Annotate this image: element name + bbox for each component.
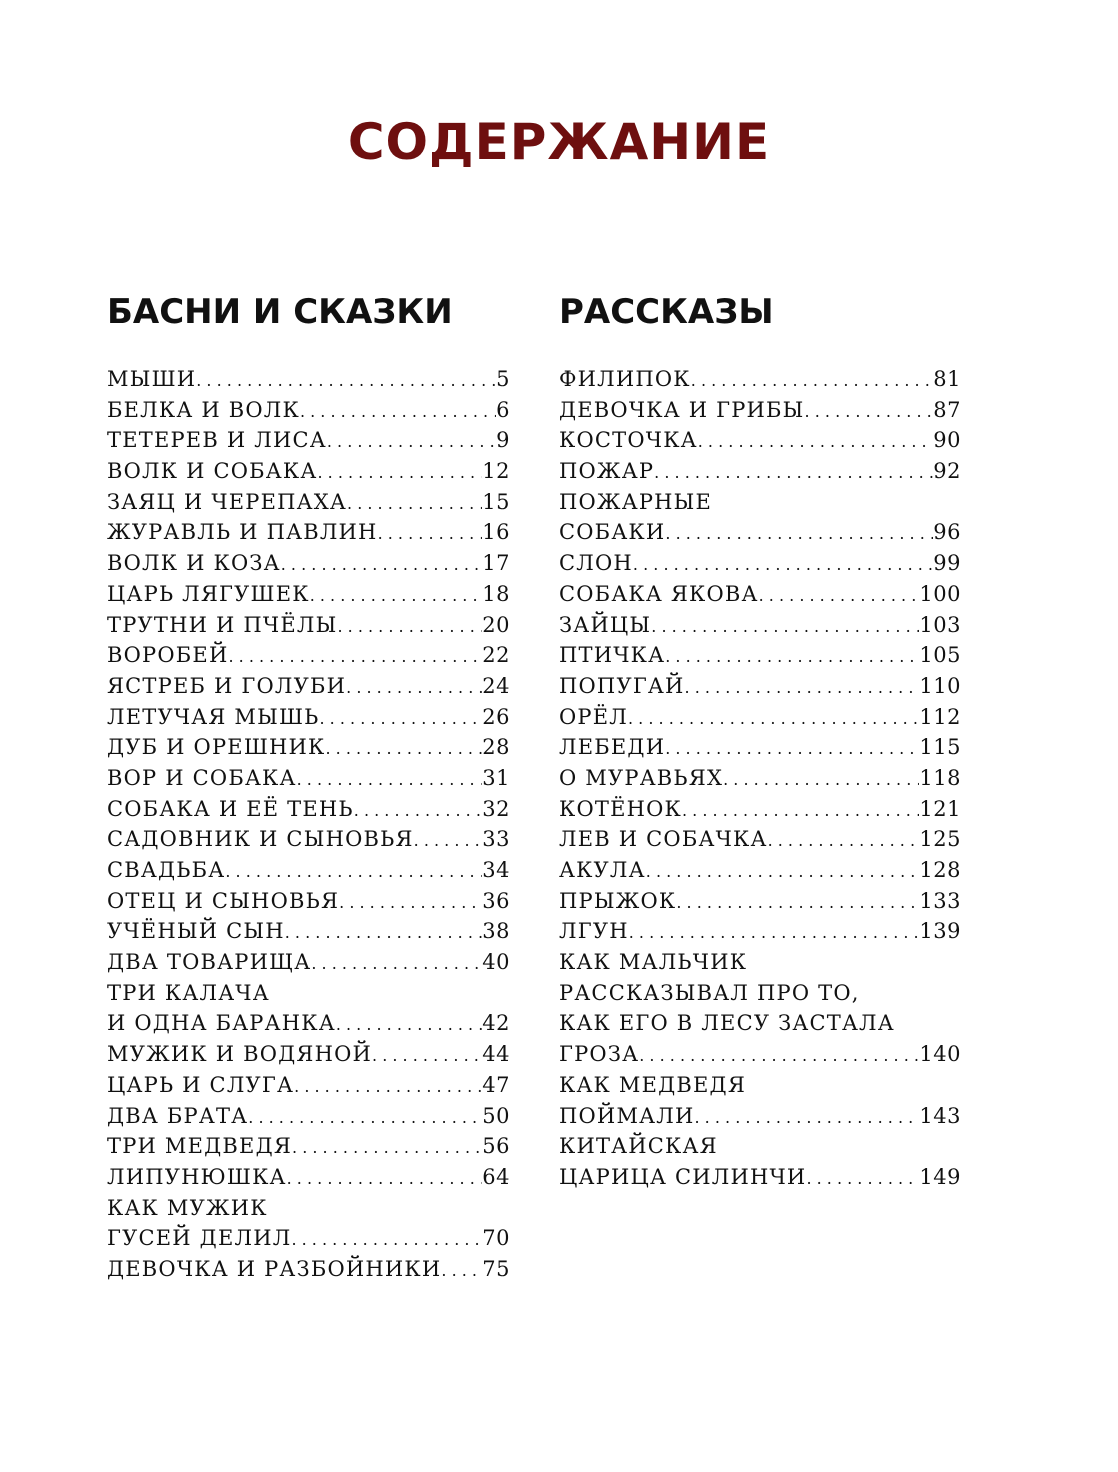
- dot-leader: [311, 947, 482, 978]
- dot-leader: [354, 794, 482, 825]
- dot-leader: [676, 886, 919, 917]
- toc-entry-page: 12: [482, 459, 510, 484]
- toc-entry-page: 47: [482, 1072, 510, 1097]
- toc-entry-title: КАК МУЖИК: [107, 1195, 268, 1220]
- dot-leader: [414, 824, 483, 855]
- toc-entry-title: КАК МЕДВЕДЯ: [559, 1072, 746, 1097]
- toc-entry-title: ЛЕБЕДИ: [559, 735, 666, 760]
- toc-entry-title: ДВА ТОВАРИЩА: [107, 950, 312, 975]
- section-heading: БАСНИ И СКАЗКИ: [107, 292, 453, 332]
- toc-entry-page: 128: [919, 858, 961, 882]
- toc-entry: [107, 794, 510, 825]
- toc-entry: [559, 548, 961, 579]
- toc-entry-page: 99: [933, 551, 961, 576]
- toc-entry-page: 100: [919, 581, 961, 606]
- toc-entry-page: 105: [919, 643, 961, 668]
- section-fables-and-tales: [107, 288, 510, 1285]
- toc-entry-title: СОБАКИ: [559, 520, 666, 545]
- dot-leader: [723, 763, 919, 794]
- toc-entry: [559, 824, 961, 855]
- dot-leader: [691, 364, 934, 395]
- toc-entry: [559, 978, 961, 1009]
- dot-leader: [441, 1254, 482, 1285]
- toc-entry-title: О МУРАВЬЯХ: [559, 765, 724, 790]
- dot-leader: [225, 855, 482, 886]
- toc-entry: [107, 579, 510, 610]
- toc-entry: [559, 1070, 961, 1101]
- dot-leader: [300, 395, 496, 426]
- toc-entry-page: 22: [482, 643, 510, 668]
- toc-entry: [107, 640, 510, 671]
- dot-leader: [320, 702, 483, 733]
- toc-entry: [559, 364, 961, 395]
- toc-entry-title: ГРОЗА: [559, 1042, 640, 1067]
- dot-leader: [633, 548, 933, 579]
- toc-entry: [559, 579, 961, 610]
- toc-entry-title: СЛОН: [559, 551, 633, 576]
- toc-entry-title: КАК МАЛЬЧИК: [559, 950, 748, 975]
- toc-entry: [107, 1254, 510, 1285]
- toc-entry-page: 34: [482, 858, 510, 882]
- section-heading: РАССКАЗЫ: [559, 292, 774, 332]
- dot-leader: [768, 824, 920, 855]
- toc-entry-title: МУЖИК И ВОДЯНОЙ: [107, 1042, 373, 1067]
- toc-entry-page: 143: [919, 1103, 961, 1128]
- dot-leader: [346, 671, 482, 702]
- toc-entry: [559, 1162, 961, 1193]
- toc-entry-page: 16: [482, 520, 510, 545]
- toc-entry-title: ДУБ И ОРЕШНИК: [107, 735, 326, 760]
- toc-entry-page: 17: [482, 551, 510, 576]
- toc-entry-page: 36: [482, 888, 510, 913]
- toc-entry-title: ПОЖАР: [559, 459, 655, 484]
- toc-entry-title: ТРИ КАЛАЧА: [107, 980, 270, 1005]
- toc-entry-page: 9: [496, 428, 510, 453]
- toc-entry-title: СОБАКА И ЕЁ ТЕНЬ: [107, 796, 354, 821]
- dot-leader: [291, 1223, 482, 1254]
- toc-entry-title: ПРЫЖОК: [559, 888, 677, 913]
- toc-entry-title: ВОРОБЕЙ: [107, 643, 229, 668]
- toc-entry-title: СОБАКА ЯКОВА: [559, 581, 759, 606]
- toc-entry-title: УЧЁНЫЙ СЫН: [107, 919, 285, 944]
- toc-entry: [559, 763, 961, 794]
- toc-entry-page: 96: [933, 520, 961, 545]
- toc-entry-page: 121: [919, 796, 961, 821]
- toc-entry-title: ЛЕВ И СОБАЧКА: [559, 827, 768, 852]
- toc-entry: [107, 763, 510, 794]
- toc-entry-title: ВОЛК И КОЗА: [107, 551, 281, 576]
- toc-entry: [559, 1101, 961, 1132]
- toc-entry-page: 87: [933, 397, 961, 422]
- toc-entry-page: 115: [919, 735, 961, 760]
- toc-entry: [107, 732, 510, 763]
- toc-list: [107, 364, 510, 1285]
- toc-entry: [107, 456, 510, 487]
- dot-leader: [281, 548, 483, 579]
- toc-entry-title: ЛГУН: [559, 919, 629, 944]
- toc-entry-page: 110: [919, 673, 961, 698]
- toc-entry-page: 28: [482, 735, 510, 760]
- toc-entry-title: ЛЕТУЧАЯ МЫШЬ: [107, 704, 320, 729]
- toc-entry: [107, 548, 510, 579]
- toc-entry: [107, 1070, 510, 1101]
- dot-leader: [248, 1101, 482, 1132]
- toc-entry-page: 20: [482, 612, 510, 637]
- toc-entry-title: СВАДЬБА: [107, 858, 226, 882]
- toc-list: [559, 364, 961, 1193]
- dot-leader: [698, 425, 934, 456]
- dot-leader: [347, 487, 482, 518]
- toc-entry-title: ТРУТНИ И ПЧЁЛЫ: [107, 612, 338, 637]
- toc-entry-title: КИТАЙСКАЯ: [559, 1134, 718, 1159]
- toc-entry-title: ПОЙМАЛИ: [559, 1103, 695, 1128]
- toc-entry-title: ДВА БРАТА: [107, 1103, 249, 1128]
- toc-entry: [107, 702, 510, 733]
- toc-entry-page: 44: [482, 1042, 510, 1067]
- toc-entry-title: ЯСТРЕБ И ГОЛУБИ: [107, 673, 347, 698]
- dot-leader: [628, 702, 919, 733]
- toc-entry-page: 18: [482, 581, 510, 606]
- toc-entry-title: ОРЁЛ: [559, 704, 628, 729]
- toc-entry: [107, 824, 510, 855]
- toc-entry: [107, 916, 510, 947]
- toc-entry: [559, 1008, 961, 1039]
- toc-entry-title: РАССКАЗЫВАЛ ПРО ТО,: [559, 980, 860, 1005]
- page-title: СОДЕРЖАНИЕ: [347, 113, 771, 171]
- toc-entry: [107, 1039, 510, 1070]
- toc-entry-title: ДЕВОЧКА И РАЗБОЙНИКИ: [107, 1256, 442, 1281]
- toc-entry-title: ЦАРЬ И СЛУГА: [107, 1072, 295, 1097]
- toc-entry-title: ДЕВОЧКА И ГРИБЫ: [559, 397, 805, 422]
- toc-entry-page: 90: [933, 428, 961, 453]
- dot-leader: [646, 855, 920, 886]
- toc-entry: [559, 487, 961, 518]
- toc-entry: [107, 364, 510, 395]
- dot-leader: [310, 579, 483, 610]
- toc-entry-page: 118: [919, 765, 961, 790]
- dot-leader: [639, 1039, 919, 1070]
- section-stories: [559, 288, 961, 1193]
- toc-entry: [107, 947, 510, 978]
- toc-entry: [107, 395, 510, 426]
- toc-entry: [107, 671, 510, 702]
- toc-entry: [107, 1162, 510, 1193]
- toc-entry-page: 112: [919, 704, 961, 729]
- toc-entry: [559, 1131, 961, 1162]
- toc-entry-title: ЦАРЬ ЛЯГУШЕК: [107, 581, 310, 606]
- dot-leader: [292, 1131, 482, 1162]
- dot-leader: [665, 517, 933, 548]
- toc-entry-title: БЕЛКА И ВОЛК: [107, 397, 300, 422]
- toc-entry-title: КАК ЕГО В ЛЕСУ ЗАСТАЛА: [559, 1011, 895, 1036]
- dot-leader: [297, 763, 483, 794]
- toc-entry-title: ПОПУГАЙ: [559, 673, 685, 698]
- toc-entry: [559, 1039, 961, 1070]
- dot-leader: [337, 610, 482, 641]
- toc-entry-page: 140: [919, 1042, 961, 1067]
- toc-entry-page: 92: [933, 459, 961, 484]
- toc-entry-title: ЦАРИЦА СИЛИНЧИ: [559, 1164, 807, 1189]
- dot-leader: [806, 1162, 919, 1193]
- toc-entry: [559, 610, 961, 641]
- toc-entry-title: ТРИ МЕДВЕДЯ: [107, 1134, 293, 1159]
- dot-leader: [685, 671, 920, 702]
- dot-leader: [665, 640, 919, 671]
- toc-entry-page: 75: [482, 1256, 510, 1281]
- dot-leader: [339, 886, 482, 917]
- toc-entry-title: ЖУРАВЛЬ И ПАВЛИН: [107, 520, 378, 545]
- toc-entry: [559, 732, 961, 763]
- toc-entry: [107, 1101, 510, 1132]
- toc-entry: [559, 640, 961, 671]
- toc-entry-page: 33: [482, 827, 510, 852]
- toc-entry: [559, 425, 961, 456]
- dot-leader: [336, 1008, 482, 1039]
- toc-entry-title: ВОЛК И СОБАКА: [107, 459, 318, 484]
- toc-entry: [107, 1223, 510, 1254]
- toc-entry: [559, 947, 961, 978]
- toc-entry-title: ВОР И СОБАКА: [107, 765, 297, 790]
- dot-leader: [372, 1039, 482, 1070]
- toc-entry: [107, 1131, 510, 1162]
- dot-leader: [317, 456, 482, 487]
- toc-entry-title: САДОВНИК И СЫНОВЬЯ: [107, 827, 414, 852]
- toc-entry-title: ФИЛИПОК: [559, 367, 691, 391]
- toc-entry-page: 5: [496, 367, 510, 391]
- dot-leader: [196, 364, 496, 395]
- dot-leader: [327, 425, 496, 456]
- toc-entry-page: 42: [482, 1011, 510, 1036]
- toc-entry: [107, 425, 510, 456]
- toc-entry: [107, 1008, 510, 1039]
- toc-entry-title: ЗАЯЦ И ЧЕРЕПАХА: [107, 489, 348, 514]
- toc-entry-title: КОСТОЧКА: [559, 428, 698, 453]
- toc-entry: [107, 487, 510, 518]
- dot-leader: [759, 579, 920, 610]
- toc-entry-page: 64: [482, 1164, 510, 1189]
- toc-entry-page: 26: [482, 704, 510, 729]
- dot-leader: [654, 456, 933, 487]
- toc-entry-page: 103: [919, 612, 961, 637]
- toc-entry-title: ПОЖАРНЫЕ: [559, 489, 713, 514]
- toc-entry: [559, 794, 961, 825]
- toc-entry-title: ГУСЕЙ ДЕЛИЛ: [107, 1226, 292, 1251]
- toc-entry: [559, 671, 961, 702]
- toc-entry: [559, 702, 961, 733]
- toc-entry-title: ОТЕЦ И СЫНОВЬЯ: [107, 888, 340, 913]
- toc-entry-page: 6: [496, 397, 510, 422]
- toc-entry-page: 149: [919, 1164, 961, 1189]
- toc-entry-title: АКУЛА: [559, 858, 646, 882]
- toc-entry-page: 56: [482, 1134, 510, 1159]
- toc-entry-page: 70: [482, 1226, 510, 1251]
- dot-leader: [682, 794, 919, 825]
- dot-leader: [629, 916, 920, 947]
- toc-entry: [559, 517, 961, 548]
- toc-entry: [107, 610, 510, 641]
- toc-entry-page: 133: [919, 888, 961, 913]
- toc-entry-title: ПТИЧКА: [559, 643, 666, 668]
- toc-entry: [559, 886, 961, 917]
- dot-leader: [665, 732, 919, 763]
- toc-entry-title: ЗАЙЦЫ: [559, 612, 652, 637]
- toc-entry-title: МЫШИ: [107, 367, 197, 391]
- toc-entry-title: ЛИПУНЮШКА: [107, 1164, 287, 1189]
- toc-entry-title: ТЕТЕРЕВ И ЛИСА: [107, 428, 327, 453]
- toc-entry: [559, 855, 961, 886]
- toc-entry-page: 15: [482, 489, 510, 514]
- dot-leader: [695, 1101, 920, 1132]
- toc-entry: [107, 978, 510, 1009]
- toc-entry: [107, 886, 510, 917]
- toc-entry-title: И ОДНА БАРАНКА: [107, 1011, 336, 1036]
- dot-leader: [294, 1070, 482, 1101]
- toc-entry: [559, 395, 961, 426]
- toc-entry: [107, 855, 510, 886]
- toc-entry-page: 38: [482, 919, 510, 944]
- toc-entry-title: КОТЁНОК: [559, 796, 682, 821]
- toc-entry-page: 31: [482, 765, 510, 790]
- dot-leader: [805, 395, 934, 426]
- toc-entry: [559, 456, 961, 487]
- dot-leader: [651, 610, 919, 641]
- toc-entry-page: 40: [482, 950, 510, 975]
- toc-entry: [559, 916, 961, 947]
- toc-entry-page: 24: [482, 673, 510, 698]
- toc-entry-page: 139: [919, 919, 961, 944]
- toc-entry-page: 32: [482, 796, 510, 821]
- toc-entry-page: 81: [933, 367, 961, 391]
- toc-entry-page: 125: [919, 827, 961, 852]
- dot-leader: [325, 732, 482, 763]
- dot-leader: [378, 517, 483, 548]
- dot-leader: [287, 1162, 483, 1193]
- toc-entry: [107, 1193, 510, 1224]
- dot-leader: [285, 916, 483, 947]
- toc-entry-page: 50: [482, 1103, 510, 1128]
- dot-leader: [228, 640, 482, 671]
- toc-entry: [107, 517, 510, 548]
